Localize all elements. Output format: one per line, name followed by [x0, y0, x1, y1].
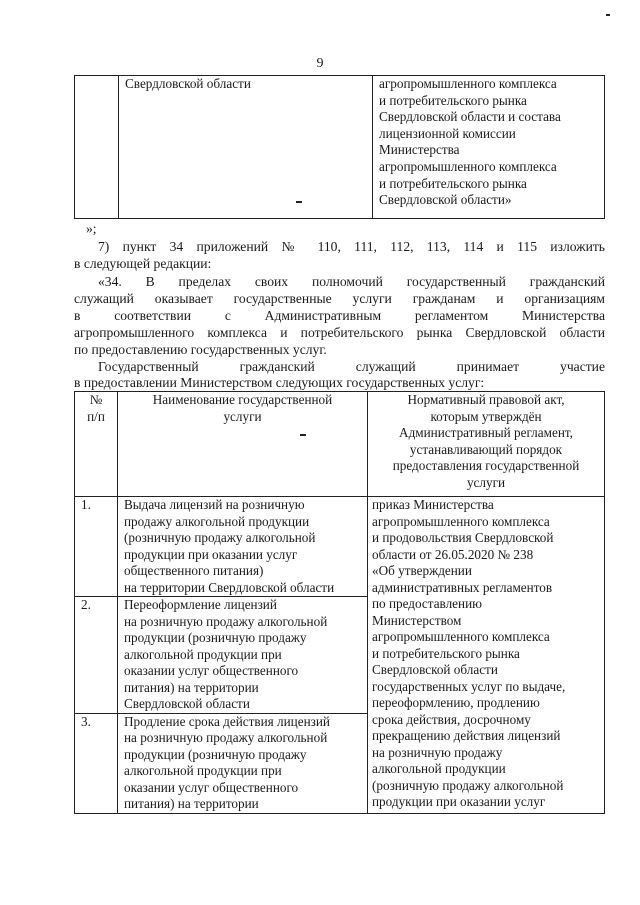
top-table-cell-3: [373, 76, 605, 219]
para-next-line1: Государственный гражданский служащий принимает участие: [98, 359, 605, 374]
top-table-cell-1: [75, 76, 119, 219]
cell-line: продукции (розничную продажу: [124, 630, 307, 645]
cell-line: Свердловской области: [372, 662, 498, 677]
top-table-cell-2-text: Свердловской области: [125, 76, 251, 91]
cell-line: оказании услуг общественного: [124, 779, 299, 795]
cell-line: «Об утверждении: [372, 563, 472, 578]
item7-line1: 7) пункт 34 приложений № 110, 111, 112, 113, 114 и 115 изложить: [98, 239, 605, 254]
cell-line: и потребительского рынка: [379, 92, 527, 108]
cell-line: продукции при оказании услуг: [124, 546, 298, 562]
cell-line: Выдача лицензий на розничную: [124, 497, 305, 512]
cell-line: приказ Министерства: [372, 497, 494, 512]
cell-line: Министерством: [372, 612, 462, 628]
scan-speck: [296, 201, 302, 203]
header-num: [75, 392, 118, 497]
cell-line: алкогольной продукции при: [124, 763, 282, 778]
cell-line: области от 26.05.2020 № 238: [372, 546, 534, 562]
header-line: предоставления государственной: [392, 458, 580, 473]
service-name: [118, 597, 368, 714]
cell-line: срока действия, досрочному: [372, 711, 531, 727]
header-line: устанавливающий порядок: [409, 441, 563, 457]
item7-line2: в следующей редакции:: [74, 256, 212, 271]
header-legal-act: [368, 392, 605, 497]
cell-line: и продовольствия Свердловской: [372, 530, 554, 545]
cell-line: агропромышленного комплекса: [372, 513, 550, 529]
legal-act-cell: [368, 497, 605, 814]
para34-line5: по предоставлению государственных услуг.: [74, 342, 327, 357]
cell-line: питания) на территории: [124, 679, 259, 695]
cell-line: алкогольной продукции: [372, 761, 506, 776]
para-next-line2: в предоставлении Министерством следующих государственных услуг:: [74, 375, 485, 390]
cell-line: агропромышленного комплекса: [372, 629, 550, 644]
cell-line: Свердловской области и состава: [379, 109, 561, 125]
cell-line: общественного питания): [124, 563, 264, 578]
cell-line: продажу алкогольной продукции: [124, 513, 310, 529]
cell-line: и потребительского рынка: [372, 645, 520, 661]
para34-line3: в соответствии с Административным регламентом Министерства: [74, 308, 605, 323]
cell-line: по предоставлению: [372, 596, 482, 611]
cell-line: Переоформление лицензий: [124, 597, 277, 612]
cell-line: на розничную продажу алкогольной: [124, 613, 328, 629]
cell-line: продукции при оказании услуг: [372, 794, 546, 809]
para34-line4: агропромышленного комплекса и потребительского рынка Свердловской области: [74, 325, 605, 340]
top-table-continuation: [74, 75, 605, 219]
closing-quote: »;: [86, 221, 97, 236]
cell-line: переоформлению, продлению: [372, 695, 540, 710]
cell-line: алкогольной продукции при: [124, 646, 282, 662]
header-line: п/п: [87, 408, 105, 424]
cell-line: на розничную продажу: [372, 744, 503, 760]
cell-line: агропромышленного комплекса: [379, 158, 557, 174]
cell-line: Министерства: [379, 142, 460, 158]
row-number: 3.: [75, 713, 118, 813]
header-line: Наименование государственной: [152, 392, 333, 407]
page-number: 9: [316, 56, 324, 71]
header-line: Административный регламент,: [399, 425, 573, 440]
cell-line: и потребительского рынка: [379, 175, 527, 191]
header-line: Нормативный правовой акт,: [407, 392, 565, 407]
cell-line: на розничную продажу алкогольной: [124, 730, 328, 745]
cell-line: агропромышленного комплекса: [379, 76, 557, 91]
cell-line: административных регламентов: [372, 579, 553, 595]
table-row: [75, 497, 605, 597]
header-service-name: [118, 392, 368, 497]
scan-speck: [300, 434, 306, 436]
para34-line2: служащий оказывает государственные услуги гражданам и организациям: [74, 291, 605, 306]
cell-line: прекращению действия лицензий: [372, 728, 561, 743]
cell-line: питания) на территории: [124, 796, 259, 811]
cell-line: государственных услуг по выдаче,: [372, 678, 566, 694]
cell-line: оказании услуг общественного: [124, 663, 299, 678]
services-table: [74, 391, 605, 814]
cell-line: продукции (розничную продажу: [124, 746, 307, 762]
table-row: [75, 76, 605, 219]
header-line: услуги: [466, 474, 506, 490]
row-number: 2.: [75, 597, 118, 714]
cell-line: Свердловской области: [124, 696, 250, 711]
table-header-row: [75, 392, 605, 497]
cell-line: (розничную продажу алкогольной: [124, 530, 316, 545]
service-name: [118, 497, 368, 597]
cell-line: лицензионной комиссии: [379, 125, 516, 141]
header-line: услуги: [223, 408, 262, 424]
top-table-cell-2: [119, 76, 373, 219]
cell-line: на территории Свердловской области: [124, 579, 335, 595]
service-name: [118, 713, 368, 813]
cell-line: (розничную продажу алкогольной: [372, 777, 564, 793]
cell-line: Свердловской области»: [379, 192, 512, 208]
cell-line: Продление срока действия лицензий: [124, 713, 330, 729]
para34-line1: «34. В пределах своих полномочий государственный гражданский: [98, 274, 605, 289]
scan-speck: [606, 14, 610, 16]
header-line: которым утверждён: [430, 408, 542, 424]
header-line: №: [89, 392, 103, 407]
row-number: 1.: [75, 497, 118, 597]
